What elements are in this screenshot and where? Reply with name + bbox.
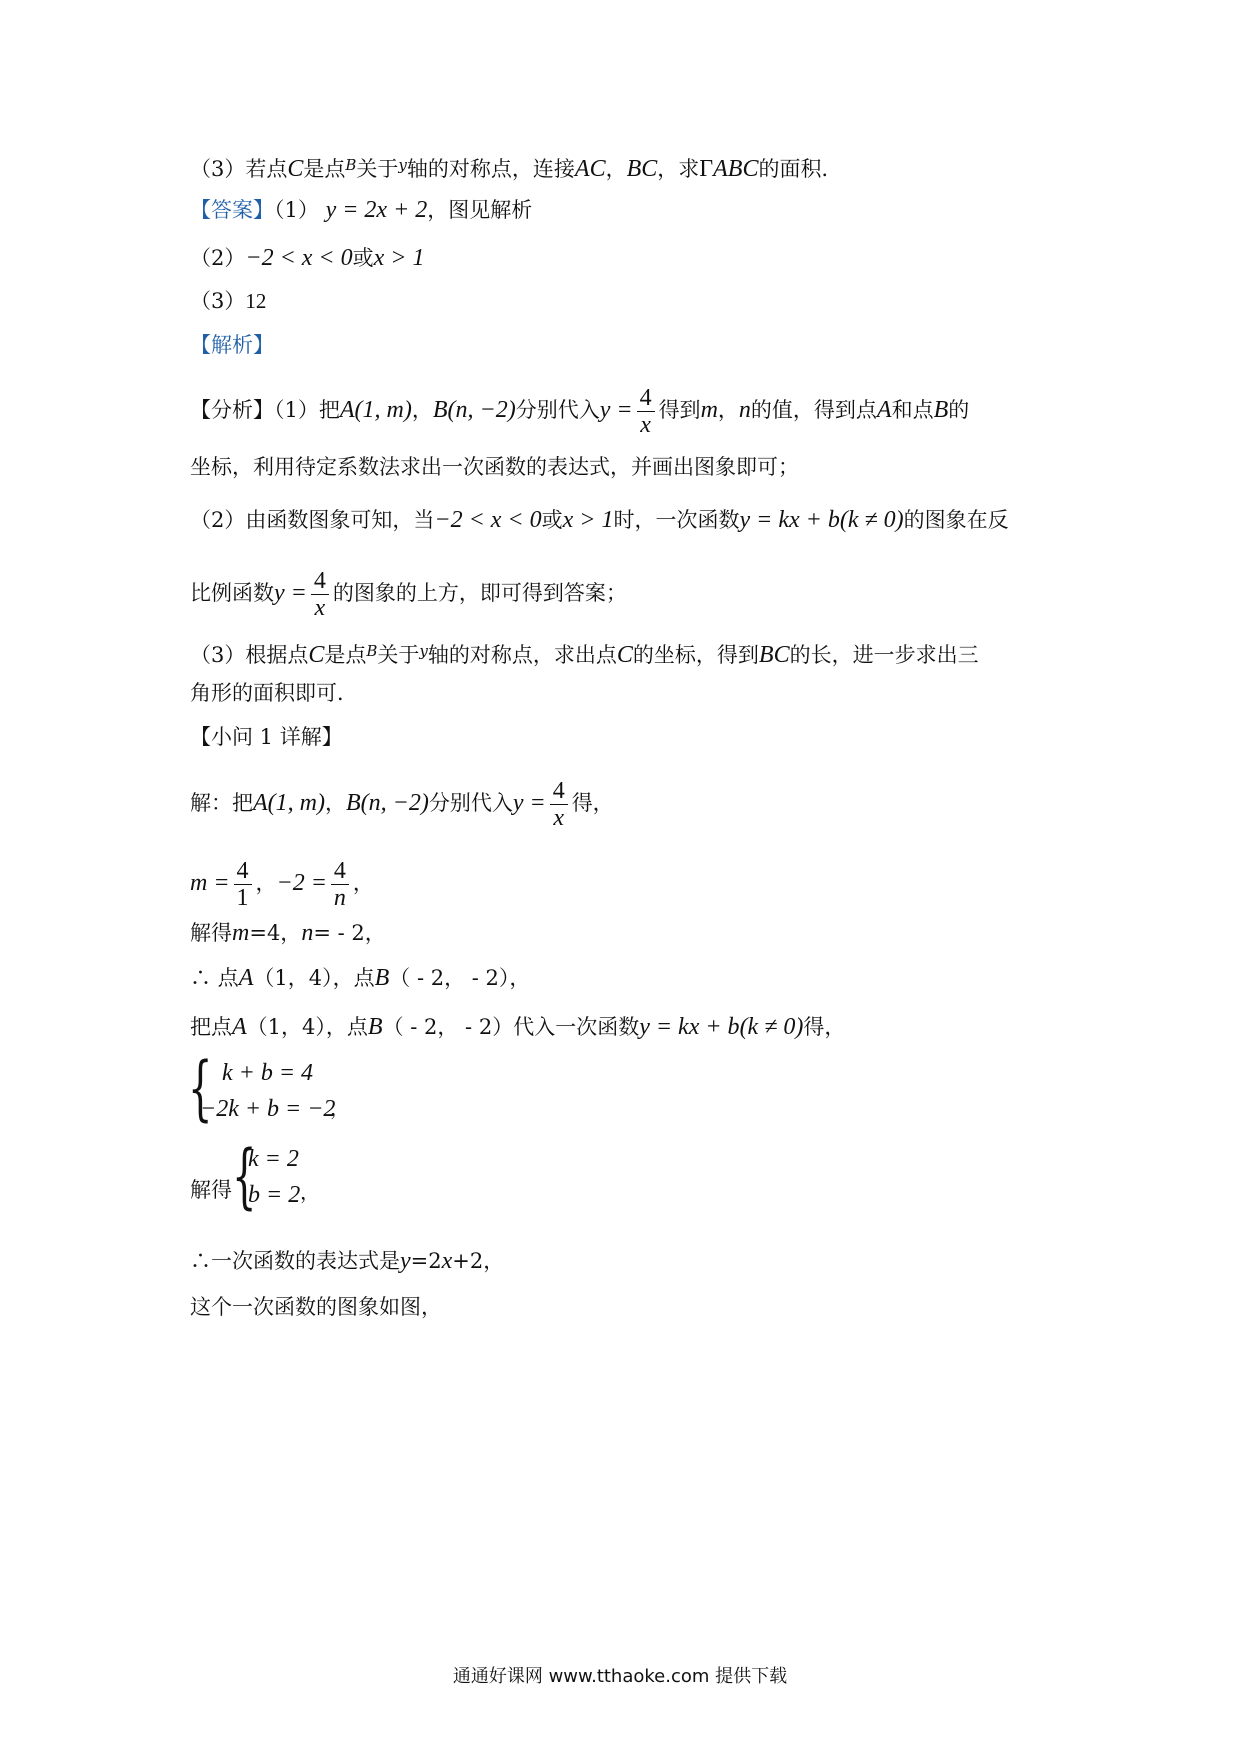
page-footer: 通通好课网 www.tthaoke.com 提供下载: [452, 1666, 788, 1687]
left-brace-icon: {: [188, 1047, 213, 1129]
fraction-4-over-n: $\frac{4}{n}$: [331, 858, 349, 911]
detail-step-9: 这个一次函数的图象如图，: [190, 1295, 442, 1319]
fraction-4-over-x: $\frac{4}{x}$: [550, 778, 568, 831]
fraction-4-over-1: $\frac{4}{1}$: [234, 858, 252, 911]
detail-step-8: ∴一次函数的表达式是y=2x+2，: [190, 1248, 505, 1274]
analysis-line-2: 坐标，利用待定系数法求出一次函数的表达式，并画出图象即可；: [190, 455, 799, 479]
detail-step-4: ∴ 点A（1，4），点B（ - 2， - 2），: [190, 965, 531, 991]
analysis-line-5: （3）根据点C是点$^B$关于$^y$轴的对称点，求出点C的坐标，得到BC的长，进一步求出三: [190, 642, 979, 668]
analysis-line-4: 比例函数y = $\frac{4}{x}$ 的图象的上方，即可得到答案；: [190, 568, 627, 621]
answer-2: （2）−2 < x < 0或x > 1: [190, 245, 425, 271]
answer-1: 【答案】（1） y = 2x + 2，图见解析: [190, 197, 533, 223]
answer-tag: 【答案】: [190, 198, 274, 222]
analysis-line-1: 【分析】（1）把A(1, m)，B(n, −2)分别代入y = $\frac{4}{x}$ 得到m，n的值，得到点A和点B的: [190, 385, 970, 438]
analysis-line-6: 角形的面积即可．: [190, 681, 358, 705]
analysis-line-3: （2）由函数图象可知，当−2 < x < 0或x > 1时，一次函数y = kx + b(k ≠ 0)的图象在反: [190, 507, 1009, 533]
detail-step-5: 把点A（1，4），点B（ - 2， - 2）代入一次函数y = kx + b(k ≠ 0)得，: [190, 1014, 846, 1040]
analysis-tag: 【解析】: [190, 333, 274, 357]
answer-3: （3）12: [190, 289, 267, 313]
detail-tag: 【小问 1 详解】: [190, 725, 343, 749]
question-3: （3）若点C是点$^B$关于$^y$轴的对称点，连接AC，BC，求ΓABC的面积．: [190, 156, 843, 182]
fraction-4-over-x: $\frac{4}{x}$: [311, 568, 329, 621]
left-brace-icon: {: [232, 1135, 257, 1217]
fraction-4-over-x: $\frac{4}{x}$: [637, 385, 655, 438]
detail-step-3: 解得m=4，n= - 2，: [190, 920, 386, 946]
detail-step-2: m = $\frac{4}{1}$ ，−2 = $\frac{4}{n}$ ，: [190, 858, 374, 911]
detail-step-1: 解：把A(1, m)，B(n, −2)分别代入y = $\frac{4}{x}$ 得，: [190, 778, 614, 831]
